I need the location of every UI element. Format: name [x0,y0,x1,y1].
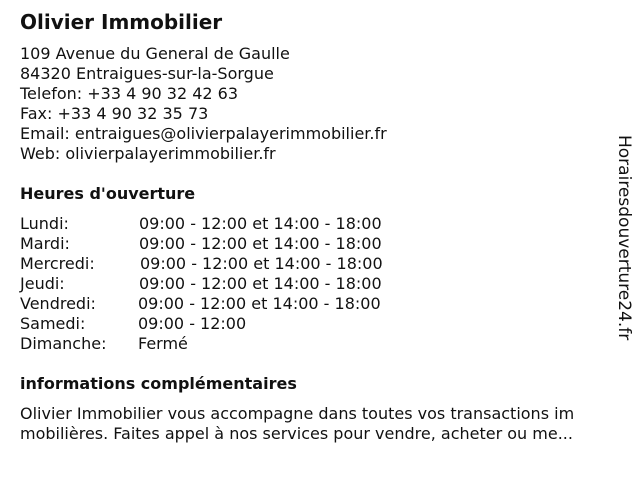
day-label: Samedi: [20,314,86,333]
time-range: 09:00 - 12:00 et 14:00 - 18:00 [138,294,381,313]
info-heading: informations complémentaires [20,374,297,393]
day-label: Vendredi: [20,294,96,313]
info-line-1: Olivier Immobilier vous accompagne dans toutes vos transactions im [20,404,575,423]
day-label: Lundi: [20,214,69,233]
time-range: 09:00 - 12:00 [138,314,247,333]
info-line-2: mobilières. Faites appel à nos services pour vendre, acheter ou me... [20,424,573,443]
contact-block [20,44,387,164]
time-range: Fermé [138,334,188,353]
time-range: 09:00 - 12:00 et 14:00 - 18:00 [139,214,382,233]
website: Web: olivierpalayerimmobilier.fr [20,144,276,163]
time-range: 09:00 - 12:00 et 14:00 - 18:00 [139,274,382,293]
hours-heading: Heures d'ouverture [20,184,196,203]
fax-number: Fax: +33 4 90 32 35 73 [20,104,209,123]
time-range: 09:00 - 12:00 et 14:00 - 18:00 [140,254,383,273]
day-label: Mercredi: [20,254,95,273]
day-label: Mardi: [20,234,70,253]
info-paragraph [20,404,625,444]
watermark-text: Horairesdouverture24.fr [614,135,634,341]
address-line-1: 109 Avenue du General de Gaulle [20,44,290,63]
phone-number: Telefon: +33 4 90 32 42 63 [20,84,239,103]
business-name: Olivier Immobilier [20,10,223,34]
day-label: Jeudi: [20,274,65,293]
email-address: Email: entraigues@olivierpalayerimmobilier.fr [20,124,387,143]
time-range: 09:00 - 12:00 et 14:00 - 18:00 [139,234,382,253]
day-label: Dimanche: [20,334,107,353]
site-watermark [612,135,636,371]
address-line-2: 84320 Entraigues-sur-la-Sorgue [20,64,274,83]
